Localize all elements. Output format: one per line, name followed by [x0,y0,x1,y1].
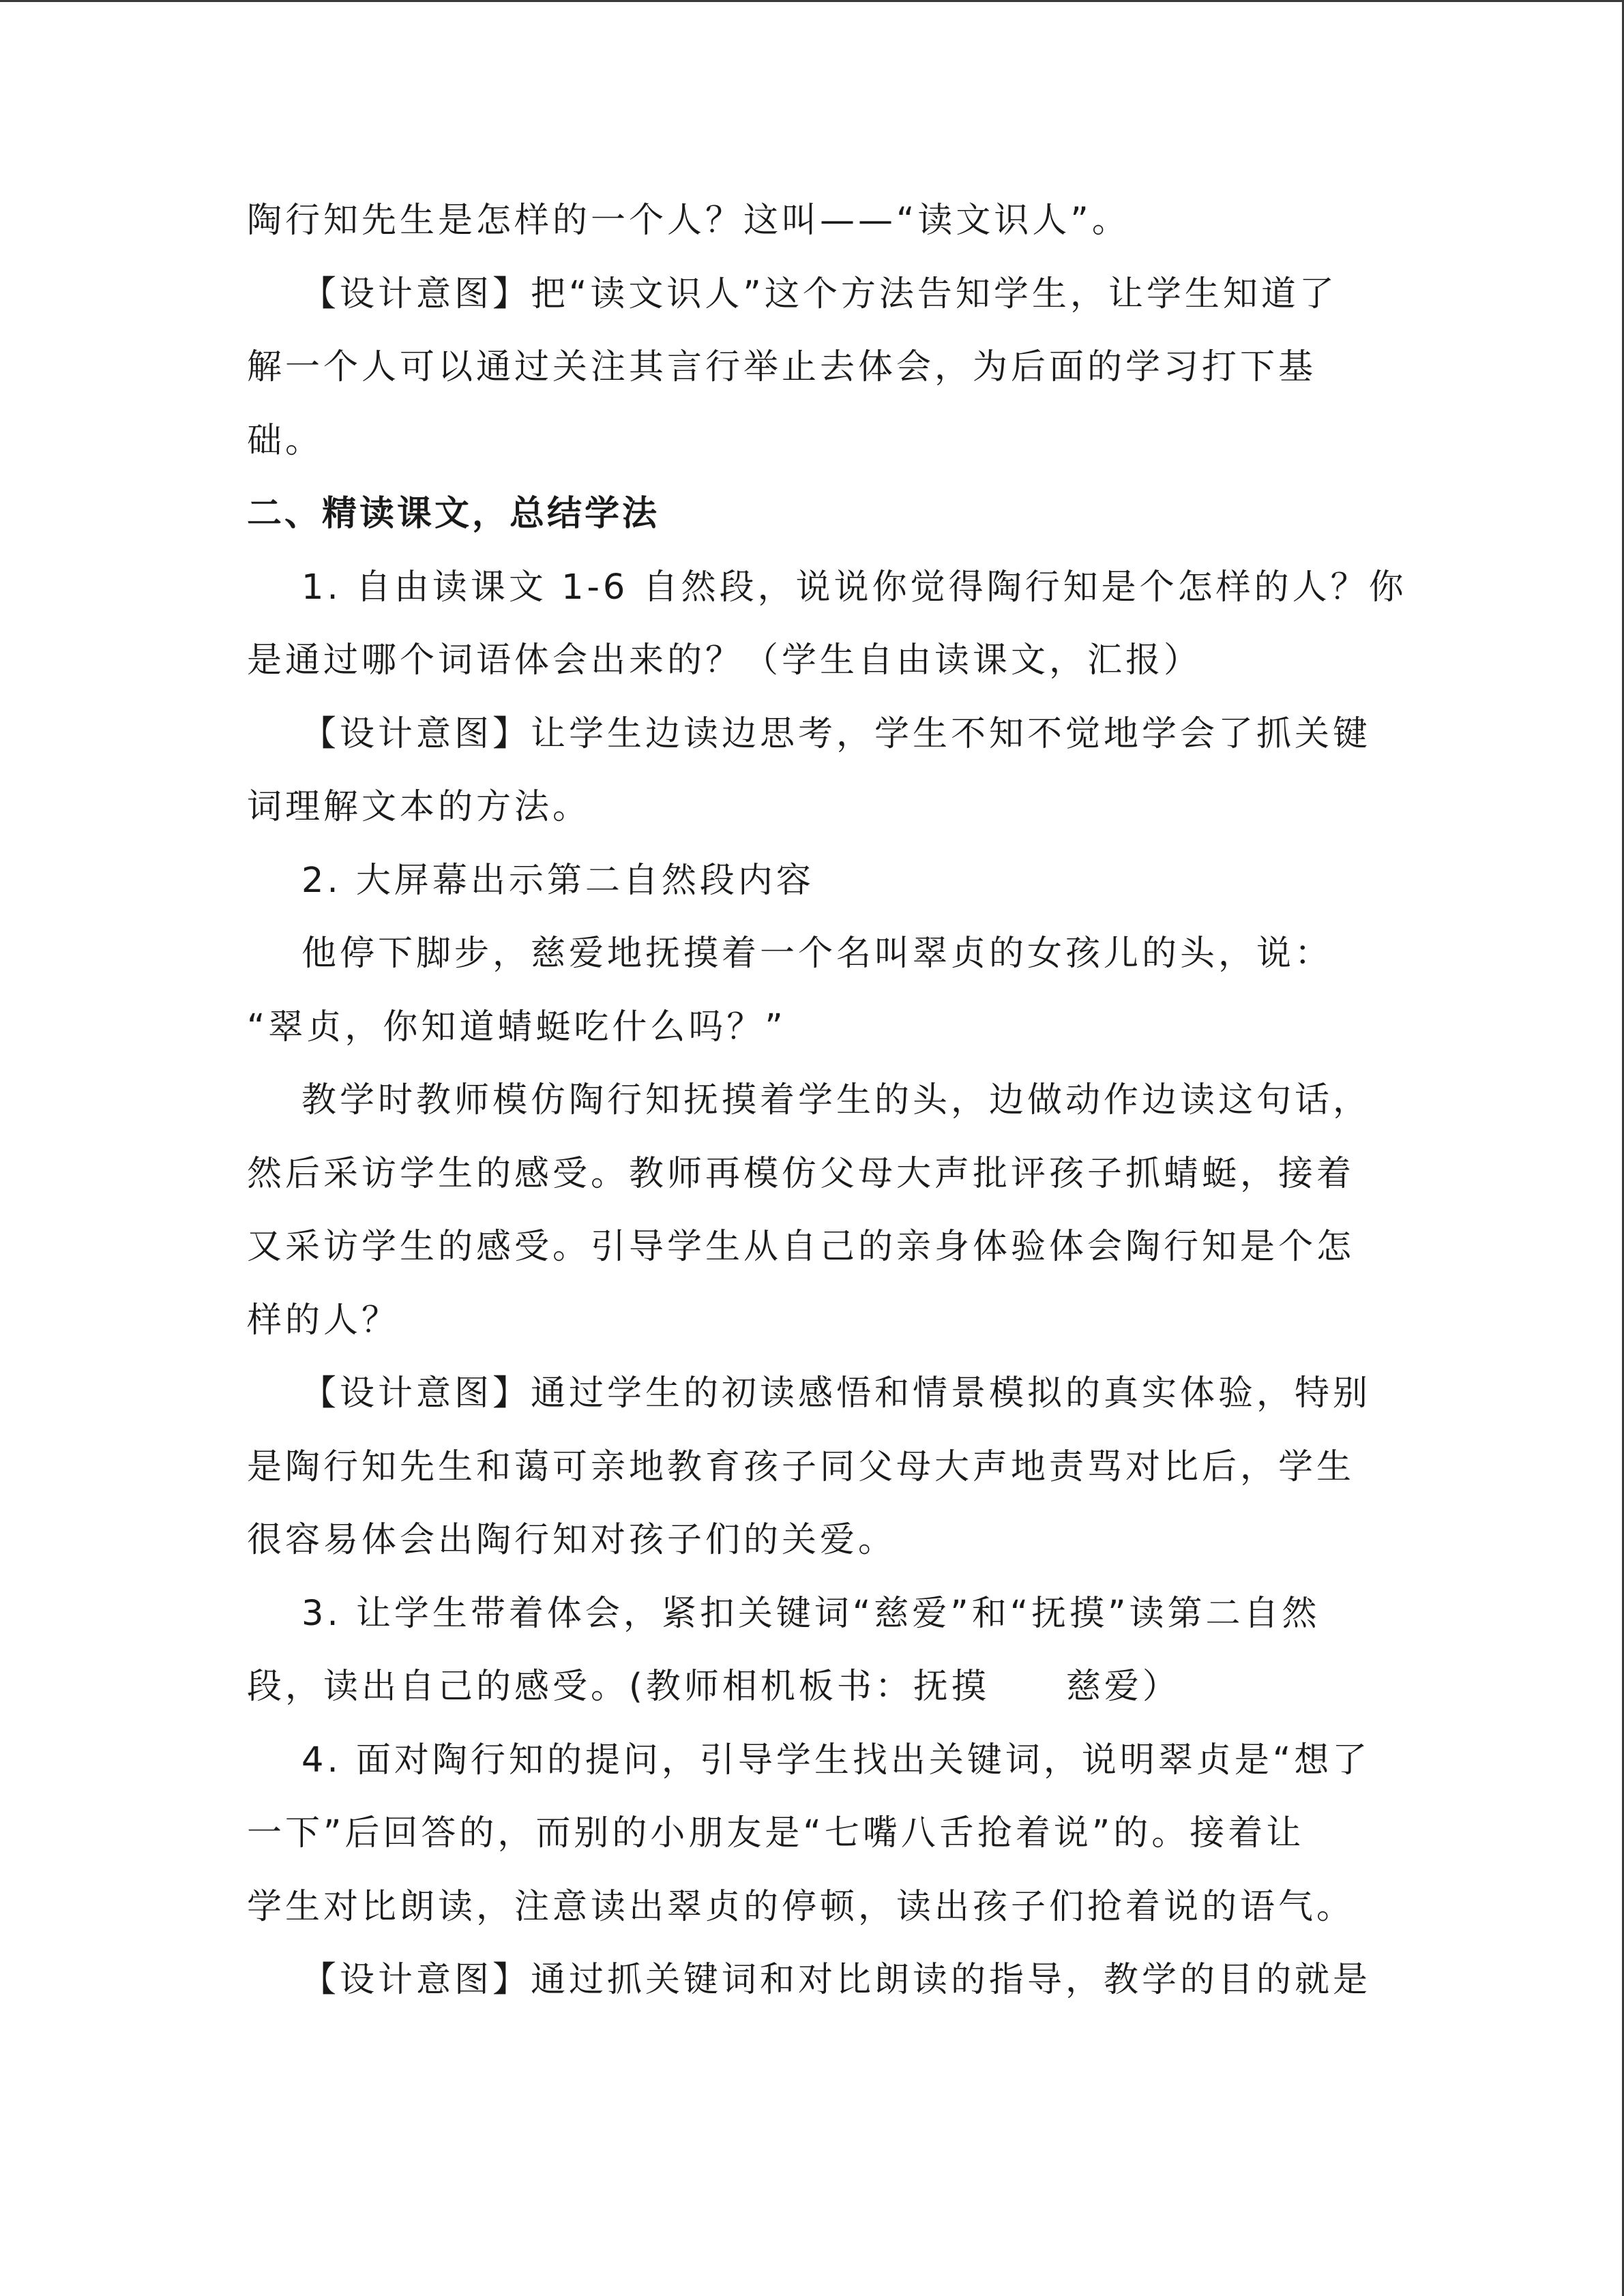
page-border-top [0,0,1624,2]
text-line: 【设计意图】通过学生的初读感悟和情景模拟的真实体验，特别 [301,1373,1372,1414]
text-line: 然后采访学生的感受。教师再模仿父母大声批评孩子抓蜻蜓，接着 [247,1153,1355,1194]
text-line: 又采访学生的感受。引导学生从自己的亲身体验体会陶行知是个怎 [247,1227,1355,1267]
text-line: 是陶行知先生和蔼可亲地教育孩子同父母大声地责骂对比后，学生 [247,1446,1355,1487]
text-line: 【设计意图】把“读文识人”这个方法告知学生，让学生知道了 [301,273,1338,314]
text-line: 很容易体会出陶行知对孩子们的关爱。 [247,1520,897,1560]
text-line: 【设计意图】通过抓关键词和对比朗读的指导，教学的目的就是 [301,1960,1372,2000]
text-line: 是通过哪个词语体会出来的？（学生自由读课文，汇报） [247,640,1202,681]
text-line: 学生对比朗读，注意读出翠贞的停顿，读出孩子们抢着说的语气。 [247,1886,1355,1927]
text-line: 【设计意图】让学生边读边思考，学生不知不觉地学会了抓关键 [301,713,1372,754]
text-line: 4. 面对陶行知的提问，引导学生找出关键词，说明翠贞是“想了 [301,1740,1371,1780]
text-line: 础。 [247,420,324,461]
text-line: “翠贞，你知道蜻蜓吃什么吗？” [247,1007,786,1047]
text-line: 陶行知先生是怎样的一个人？这叫——“读文识人”。 [247,200,1130,241]
text-line: 他停下脚步，慈爱地抚摸着一个名叫翠贞的女孩儿的头，说： [301,934,1333,974]
text-line: 词理解文本的方法。 [247,787,591,827]
text-line: 1. 自由读课文 1-6 自然段，说说你觉得陶行知是个怎样的人？你 [301,567,1407,608]
text-line: 段，读出自己的感受。(教师相机板书：抚摸 慈爱） [247,1667,1181,1707]
text-line: 3. 让学生带着体会，紧扣关键词“慈爱”和“抚摸”读第二自然 [301,1593,1320,1634]
document-body [247,184,1407,2017]
text-line: 教学时教师模仿陶行知抚摸着学生的头，边做动作边读这句话， [301,1080,1372,1120]
text-line: 样的人？ [247,1300,400,1341]
text-line: 解一个人可以通过关注其言行举止去体会，为后面的学习打下基 [247,347,1317,387]
text-line: 一下”后回答的，而别的小朋友是“七嘴八舌抢着说”的。接着让 [247,1813,1305,1853]
section-heading: 二、精读课文，总结学法 [247,494,660,534]
text-line: 2. 大屏幕出示第二自然段内容 [301,860,814,901]
